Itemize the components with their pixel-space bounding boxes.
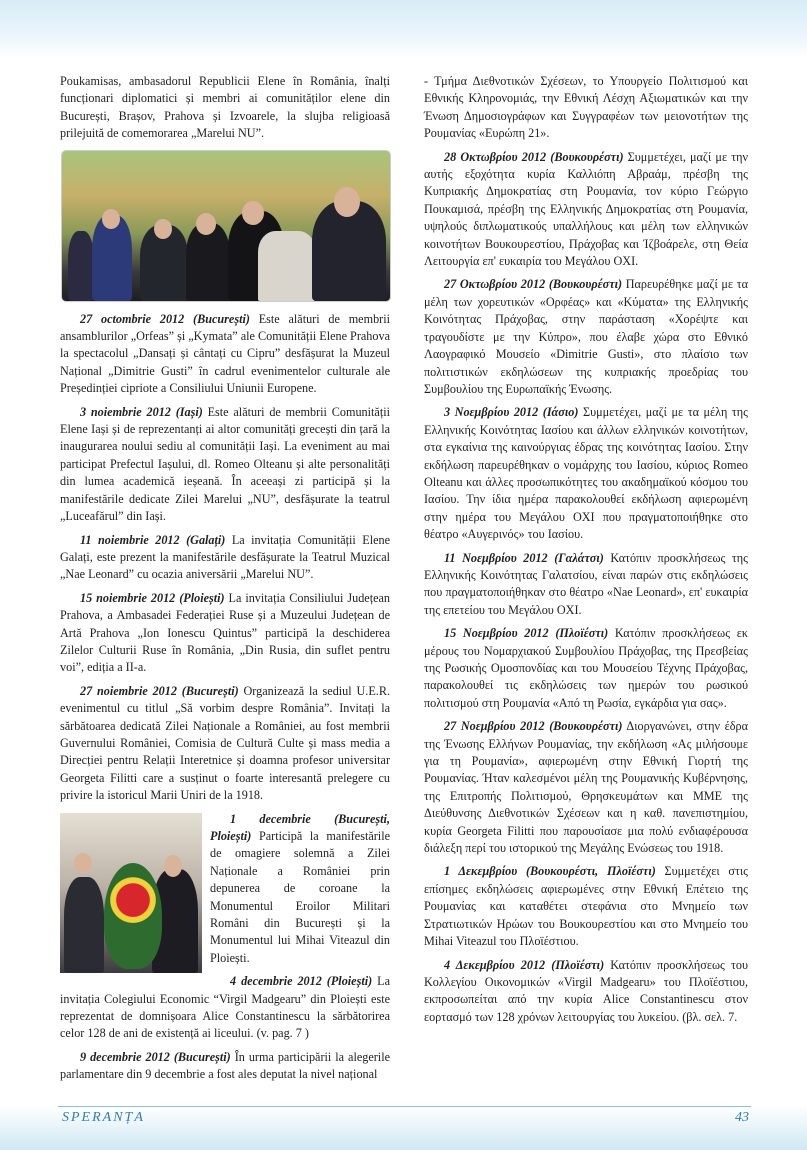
- photo-religious-service: [62, 151, 390, 301]
- page-number: 43: [735, 1110, 749, 1125]
- right-entry: 1 Δεκεμβρίου (Βουκουρέστι, Πλοϊέστι) Συμμετέχει στις επίσημες εκδηλώσεις αφιερωμένες στην Εθνική Επέτειο της Ρουμανίας και καταθέτει στεφάνια στο Μνημείο των Στρατιωτικών Ηρώων του Βουκουρεστίου και στο Μνημείο του Mihai Viteazul του Πλοϊέστιου.: [424, 864, 748, 949]
- right-entry: 11 Νοεμβρίου 2012 (Γαλάτσι) Κατόπιν προσκλήσεως της Ελληνικής Κοινότητας Γαλατσίου, είναι παρών στις εκδηλώσεις που πραγματοποιήθηκαν στο θέατρο «Nae Leonard», επ' ευκαιρία της επετείου του Μεγάλου ΟΧΙ.: [424, 550, 748, 617]
- left-entry: 9 decembrie 2012 (București) În urma participării la alegerile parlamentare din 9 decembrie a fost ales deputat la nivel național: [60, 1049, 390, 1082]
- left-entry: 11 noiembrie 2012 (Galați) La invitația Comunității Elene Galați, este prezent la manifestările desfășurate la Teatrul Muzical „Nae Leonard” cu ocazia aniversării „Marelui NU”.: [60, 532, 391, 582]
- right-intro-paragraph: - Τμήμα Διεθνοτικών Σχέσεων, το Υπουργείο Πολιτισμού και Εθνικής Κληρονομιάς, την Εθνική Λέσχη Αξιωματικών και την Ένωση Δημοσιογράφων και Συγγραφέων των μειονοτήτων της Ρουμανίας «Ευρώπη 21».: [424, 74, 748, 141]
- footer-rule: [58, 1106, 751, 1107]
- left-entry: 15 noiembrie 2012 (Ploiești) La invitația Consiliului Județean Prahova, a Ambasadei Federației Ruse și a Muzeului Județean de Artă Prahova „Ion Ionescu Quintus” participă la deschiderea Zilelor Culturii Ruse în România, „Din Rusia, din suflet pentru voi”, ediția a II-a.: [60, 590, 390, 675]
- left-entry: 4 decembrie 2012 (Ploiești) La invitația Colegiului Economic “Virgil Madgearu” din Ploiești este reprezentat de domnișoara Alice Constantinescu la sărbătorirea celor 128 de ani de existență ai liceului. (v. pag. 7 ): [60, 974, 390, 1041]
- right-entry: 4 Δεκεμβρίου 2012 (Πλοϊέστι) Κατόπιν προσκλήσεως του Κολλεγίου Οικονομικών «Virgil Madgearu» του Πλοϊέστιου, εκπροσωπείται από την κυρία Alice Constantinescu στον εορτασμό των 128 χρόνων λειτουργίας του λυκείου. (βλ. σελ. 7.: [424, 957, 748, 1024]
- left-entry: 27 noiembrie 2012 (București) Organizează la sediul U.E.R. evenimentul cu titlul „Să vorbim despre România”. Invitați la sărbătoarea dedicată Zilei Naționale a României, au fost membrii Guvernului României, Comisia de Cultură Culte și mass media a Direcției pentru Relații Interetnice și doamna profesor universitar Georgeta Filitti care a susținut o foarte interesantă prelegere cu privire la istoricul Marii Uniri de la 1918.: [60, 683, 390, 803]
- right-entry: 28 Οκτωβρίου 2012 (Βουκουρέστι) Συμμετέχει, μαζί με την αυτής εξοχότητα κυρία Καλλιόπη Αβραάμ, πρέσβη της Κυπριακής Δημοκρατίας στη Ρουμανία, τον κύριο Γεώργιο Πουκαμισά, πρέσβη της Ελληνικής Δημοκρατίας στη Ρουμανία, υψηλούς διπλωματικούς υπαλλήλους και μέλη των ελληνικών κοινοτήτων Βουκουρεστίου, Πράχοβας και Ίζβοάρελε, στη Θεία Λειτουργία επ' ευκαιρία του Μεγάλου ΟΧΙ.: [424, 149, 748, 269]
- left-entry: 27 octombrie 2012 (București) Este alături de membrii ansamblurilor „Orfeas” și „Kymata” ale Comunității Elene Prahova la spectacolul „Dansați și cântați cu Cipru” desfășurat la Muzeul Național „Dimitrie Gusti” în cadrul evenimentelor culturale ale Președinției cipriote a Consiliului Uniunii Europene.: [60, 311, 390, 396]
- wreath-image: [104, 863, 162, 969]
- right-entry: 3 Νοεμβρίου 2012 (Ιάσιο) Συμμετέχει, μαζί με τα μέλη της Ελληνικής Κοινότητας Ιασίου και άλλων ελληνικών κοινοτήτων, στα εγκαίνια της καινούργιας έδρας της κοινότητας Ιασίου. Στην εκδήλωση παρευρέθηκαν ο νομάρχης του Ιασίου, κύριος Romeo Olteanu και άλλες προσωπικότητες του ακαδημαϊκού κόσμου του Ιασίου. Την ίδια ημέρα παρακολουθεί εκδήλωση αφιερωμένη στην ημέρα του Μεγάλου ΟΧΙ που πραγματοποιήθηκε στο θέατρο «Αυγερινός» του Ιασίου.: [424, 405, 749, 542]
- magazine-title: SPERANȚA: [62, 1110, 145, 1125]
- right-column: [424, 73, 748, 1032]
- left-intro-paragraph: Poukamisas, ambasadorul Republicii Elene în România, înalți funcționari diplomatici și membri ai comunităților elene din București, Brașov, Prahova și Izvoarele, la slujba religioasă prilejuită de comemorarea „Marelui NU”.: [60, 74, 390, 141]
- left-column: [60, 73, 390, 1090]
- right-entry: 27 Νοεμβρίου 2012 (Βουκουρέστι) Διοργανώνει, στην έδρα της Ένωσης Ελλήνων Ρουμανίας, την εκδήλωση «Ας μιλήσουμε για τη Ρουμανία», αφιερωμένη στην Εθνική Γιορτή της Ρουμανίας. Ήταν καλεσμένοι μέλη της Ρουμανικής Κυβέρνησης, της Επιτροπής Πολιτισμού, Θρησκευμάτων και ΜΜΕ της Διεύθυνσης Διεθνοτικών Σχέσεων και η καθ. πανεπιστημίου, κυρία Georgeta Filitti που παρουσίασε μια πολύ ενδιαφέρουσα διάλεξη περί του ιστορικού της Μεγάλης Ενώσεως του 1918.: [424, 719, 748, 856]
- left-entry: 3 noiembrie 2012 (Iași) Este alături de membrii Comunității Elene Iași și de reprezentanți ai altor comunități grecești din țară la inaugurarea noului sediu al comunității Iași. La eveniment au mai participat Prefectul Iașului, dl. Romeo Olteanu și alte personalități din lumea academică ieșeană. În aceeași zi participă și la manifestările dedicate Zilei Marelui „NU”, desfășurate la teatrul „Luceafărul” din Iași.: [60, 404, 390, 524]
- header-band: [0, 0, 807, 58]
- right-entry: 15 Νοεμβρίου 2012 (Πλοϊέστι) Κατόπιν προσκλήσεως εκ μέρους του Νομαρχιακού Συμβουλίου Πράχοβας, της Πρεσβείας της Ρωσικής Ομοσπονδίας και του Μουσείου Τέχνης Πράχοβας, παρακολουθεί τις εκδηλώσεις των ημερών του ρωσικού πολιτισμού στη Ρουμανία «Από τη Ρωσία, εγκάρδια για σας».: [424, 626, 748, 710]
- photo-wreath-ceremony: [60, 813, 202, 973]
- right-entry: 27 Οκτωβρίου 2012 (Βουκουρέστι) Παρευρέθηκε μαζί με τα μέλη των χορευτικών «Ορφέας» και «Κύματα» της Ελληνικής Κοινότητας Πράχοβας, στην παράσταση «Χορέψτε και τραγουδίστε με την Κύπρο», που έλαβε χώρα στο Εθνικό Λαογραφικό Μουσείο «Dimitrie Gusti», στο πλαίσιο των πολιτιστικών εκδηλώσεων της κυπριακής προεδρίας του Συμβουλίου της Ευρωπαϊκής Ένωσης.: [424, 277, 749, 396]
- left-entry: 1 decembrie (București, Ploiești) Participă la manifestările de omagiere solemnă a Zilei Naționale a României prin depunerea de coroane la Monumentul Eroilor Militari Români din București și la Monumentul lui Mihai Viteazul din Ploiești.: [210, 811, 390, 965]
